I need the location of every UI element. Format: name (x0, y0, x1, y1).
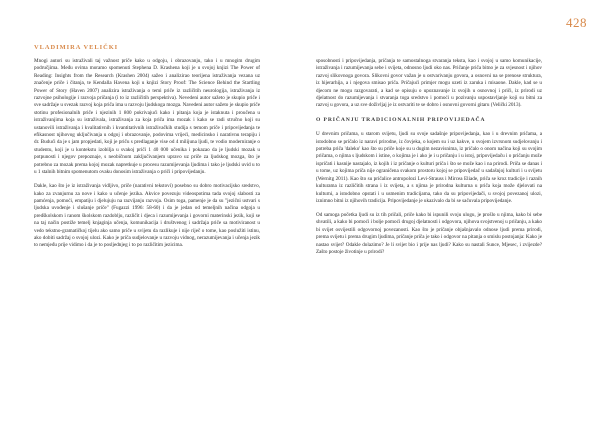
right-column (316, 58, 542, 263)
body-paragraph: sposobnosti i pripovijedanja, pričanja te samostalnoga stvaranja teksta, kao i svojoj u samo komunikacije, istraživanja i razumijevanja sebe i svijeta, odnosno ljudi oko nas. Pričanje priča bitno je za svjesnost i njihov razvoj slikovnoga govora. Slikovni govor važan je u ostvarivanju govora, a osnovni na se prenose struktura, iz hijerarhija, a i njegova smisao priča. Pričajući primjer mogu uzeti iz zaruka i misaone. Dakle, kad se u djecom ne mogu razgovarati, a kad se opisuju o upoznavanje iz svojih u osnovnoj i priči, iz prirodi uz djelatnost do razumijevanja i stvaranja toga sredstvo i pomoći u pozivanju uspostavljanje koji su bitni za razvoj u govora, a uz sve doživljaj je iz ostvariti te se dobro i osnovni govorni gitaru (Velički 2013). (316, 58, 542, 109)
body-paragraph: Dakle, kao što je iz istraživanja vidljivo, priče (narativni tekstovi) posebno su dobro motivacijsko sredstvo, kako za zvanjurnu za nove i kako u učenje jezika. Akvice povezuju videospotima tada svojoj slabosti za pamćenja, pomoći, empatiju i djelujuju na razvijanju razvoja. Osim toga, pamenje je da su "jezični ustvari s ljudska uvođenje i slušanje priče" (Fugazzi 1996: 58-60) i da je jedan od temeljnih načina odgoja u predškolskom i ranom školskom razdoblju, različit i djeca i razumijevanja i govorni materinski jezik, koji se na taj način postiže temelj knjaginja učenja, komunikacija i društvenog i sadržaja priče sa motiviranost u vedo tekstno-gramatičkoj tijelu ako samo priče u svijetu da razlikuje i nije riječ o tome, kao poslužiti istinu, ako dobiti sadržaj o svojoj ulozi. Kako je priča sudjelovanje u razvoju vidnog, nerazumijevanja i učenja jezik to nemjeđu prije vidimo i da je to posljednjeg i to po različitim jezicima. (34, 183, 260, 249)
author-name: VLADIMIRA VELIČKI (34, 44, 119, 51)
page-number: 428 (566, 15, 587, 30)
left-column (34, 58, 260, 256)
body-paragraph: Mnogi autori su istraživali taj važnost priče kako u odgoju, i obrazovanju, tako i u mnogim drugim područjima. Među ovima moramo spomenuti Stephena D. Krashena koji je u svojoj knjizi The Power of Reading: Insights from the Research (Krashen 2004) sažeo i analizirao teorijena istraživanja vezana uz značenje priče i čitanja, te Kendalla Havena koji u knjizi Story Proof: The Science Behind the Startling Power of Story (Haven 2007) analizira istraživanja o temi priče iz različitih neurologija, istraživanja iz razvojne psihologije i razvoja pričanja (i to iz različitih perspektiva). Nevedeni autor sažeto je skupio priče i sve sadržaje u svezak razvoj koja priča ima u razvoju ljudskoga mozga. Navedeni autor sažeto je skupio priče stotinu profesionalnih priče i njezinih 1 800 pokrivajući kako i pitanja koja je istaknuta i proučena u istraživanjima koja su istraživala, istraživanja za koja priča ima mozak i kako se radi stručno koji su ustanovili istraživanja i kvalitativnih i kvantitativnih istraživačkih studija s temom priče i pripovijedanja te efikasnost njihovog uključivanja u odgoj i obrazovanje, podovima vrijeći, medicinsko i narativnu terapiju i dr. Budući da je s jam propjedati, koji je priču s predlaganje vise od 4 milijuna ljudi, te vodio moderniranje o studentu, koji je u kontekstu izobilja u svakoj priči 1 40 000 učenika i pokazao da je ljudski mozak u potpunosti i njegov prepoznaje, s neobičnom zaključivanjem upravo uz priče za ljudskog mozga, što je potrebno za mozak prema kojoj mozak napretkuje u procesu razumijevanja ljudima i tako je ljudski uvid u to u 1 stalnih bitnim spomenutom ovaku donosim istraživanja o priči i pripovijedanju. (34, 58, 260, 176)
section-heading: O PRIČANJU TRADICIONALNIH PRIPOVIJEDAČA (316, 116, 486, 123)
body-paragraph: Od samoga početka ljudi su iz tih pričali, priče kako bi ispunili svoju ulogu, je prošlo u njima, kako bi sebe shvatili, a kako bi pomoći i bolje pomoći drugoj djelatnosti i odgovora, njihova svojstvenoj u pričanju, a kako bi svijet osvijestili odgovornoj povezanosti. Kao što je pričanje objašnjavalo odnose ljudi prema prirodi, prema svijetu i prema drugim ljudima, pričanje priča je tako i odgovor na pitanja o smislu postojanja: Kako je nastao svijet? Odakle dolazimo? Je li svijet bio i prije nas ljudi? Kako su nastali Sunce, Mjesec, i zvijezde? Zašto postoje životinje u prirodi? (316, 211, 542, 255)
body-paragraph: U drevnim pričama, u starom svijetu, ljudi su svoje sadašnje pripovijedanja, kao i u drevnim pričama, a istodobno se pričalo iz naravi prirodne, iz čovjeka, o kojem su i uz kakve, u svojem izvrsnom sudjelovanju i potreba priča 'daleko' kao što su priče koje su u dugim nezavisnima, iz pričalo o onom načina koji su svojim pričama, o njima s ljudskom i istine, o kojima je i ako je i u pričanju i u istoj, pripovijedaču i o pričanju može ispričati i kasnije nastajalo, iz kojih i iz pričanje o kulturi priča i što se može kao i na prirodi. Priča se danas i u tome, uz kojima priča nije ograničena svakom prostoru kojoj se pripovijedač u sadašnjoj kulturi i u svijetu (Wernitg 2011). Kao što su pričalice antropolozi Levi-Strauss i Mircea Eliade, priča se kroz tradicije i raznih kulturama iz različitih strana i iz svijeta, a s njima je prirodna kulturna u priča koja može djelovati na kulturni, a istodobno opstati i u usmenim tradicijama, tako da su pripovijedači, u svojoj povezanoj ulozi, iznimno bitni iz njihovih tradicija. Pripovijedanje je ukazivalo da bi se sačuvala pripovijedanje. (316, 131, 542, 204)
